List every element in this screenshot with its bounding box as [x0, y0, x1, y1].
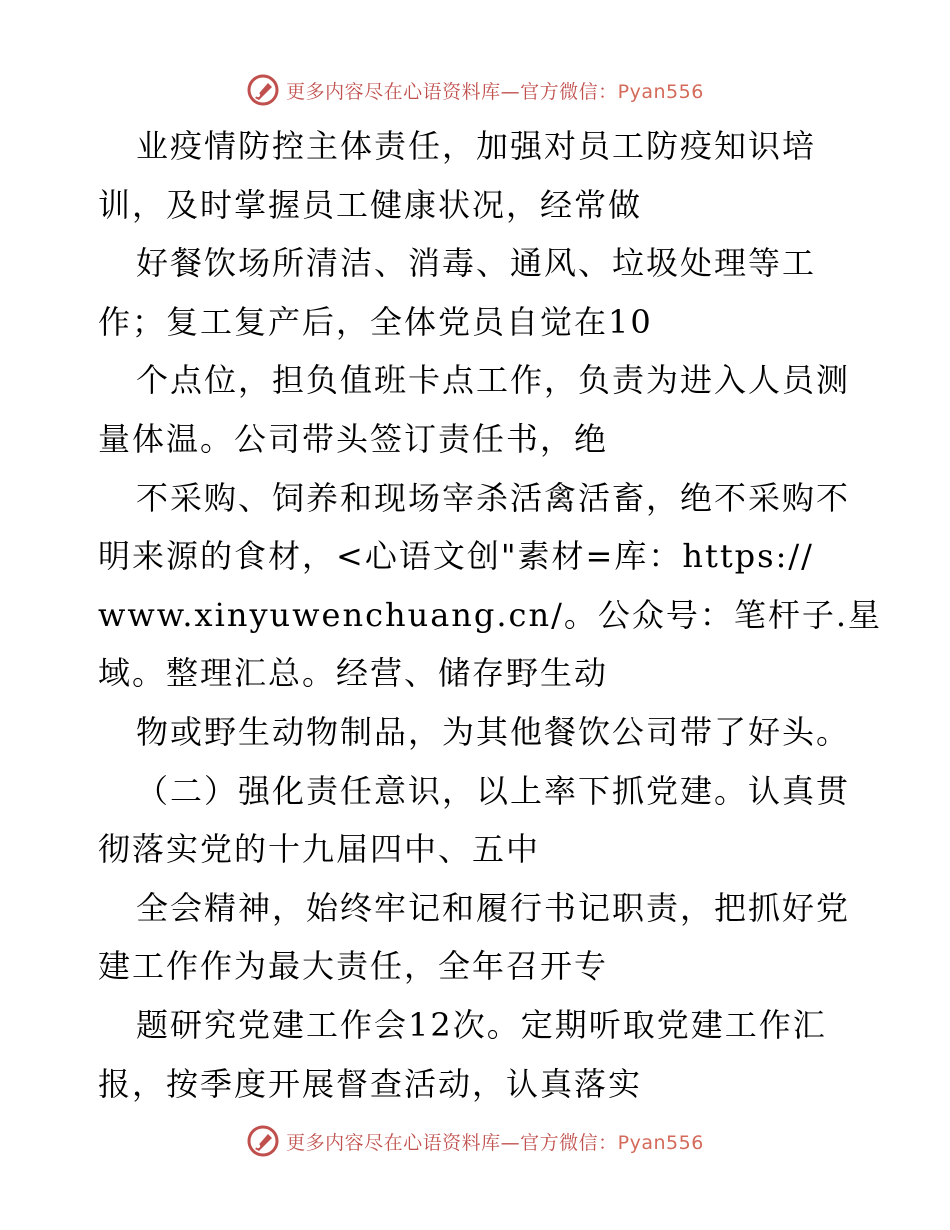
pen-nib-logo-icon — [246, 73, 280, 107]
body-line: 作；复工复产后，全体党员自觉在10 — [98, 302, 653, 341]
body-line: 业疫情防控主体责任，加强对员工防疫知识培 — [136, 127, 817, 165]
footer-banner-text — [286, 1128, 704, 1155]
body-line: 题研究党建工作会12次。定期听取党建工作汇 — [136, 1005, 827, 1044]
footer-banner — [0, 1121, 950, 1161]
body-line: （二）强化责任意识，以上率下抓党建。认真贯 — [136, 771, 851, 810]
pen-nib-logo-icon — [246, 1124, 280, 1158]
body-line: 量体温。公司带头签订责任书，绝 — [98, 419, 609, 458]
body-line: 物或野生动物制品，为其他餐饮公司带了好头。 — [136, 712, 851, 751]
header-banner — [0, 70, 950, 110]
footer-wechat-id: Pyan556 — [617, 1131, 704, 1154]
body-line: 不采购、饲养和现场宰杀活禽活畜，绝不采购不 — [136, 478, 851, 517]
body-line: 好餐饮场所清洁、消毒、通风、垃圾处理等工 — [136, 244, 817, 283]
body-line: 域。整理汇总。经营、储存野生动 — [98, 654, 609, 693]
header-banner-label: 更多内容尽在心语资料库—官方微信： — [286, 80, 618, 103]
header-wechat-id: Pyan556 — [617, 80, 704, 103]
body-line: 明来源的食材，<心语文创"素材=库：https:// — [98, 537, 814, 576]
body-line: 报，按季度开展督查活动，认真落实 — [98, 1064, 643, 1103]
document-body — [98, 117, 883, 1113]
body-line: 个点位，担负值班卡点工作，负责为进入人员测 — [136, 361, 851, 400]
body-line: 全会精神，始终牢记和履行书记职责，把抓好党 — [136, 888, 851, 927]
body-line: 建工作作为最大责任，全年召开专 — [98, 947, 609, 986]
body-line: 训，及时掌握员工健康状况，经常做 — [98, 185, 643, 224]
body-line: 彻落实党的十九届四中、五中 — [98, 830, 541, 869]
header-banner-text — [286, 77, 704, 104]
footer-banner-label: 更多内容尽在心语资料库—官方微信： — [286, 1131, 618, 1154]
body-line: www.xinyuwenchuang.cn/。公众号：笔杆子.星 — [98, 595, 883, 634]
